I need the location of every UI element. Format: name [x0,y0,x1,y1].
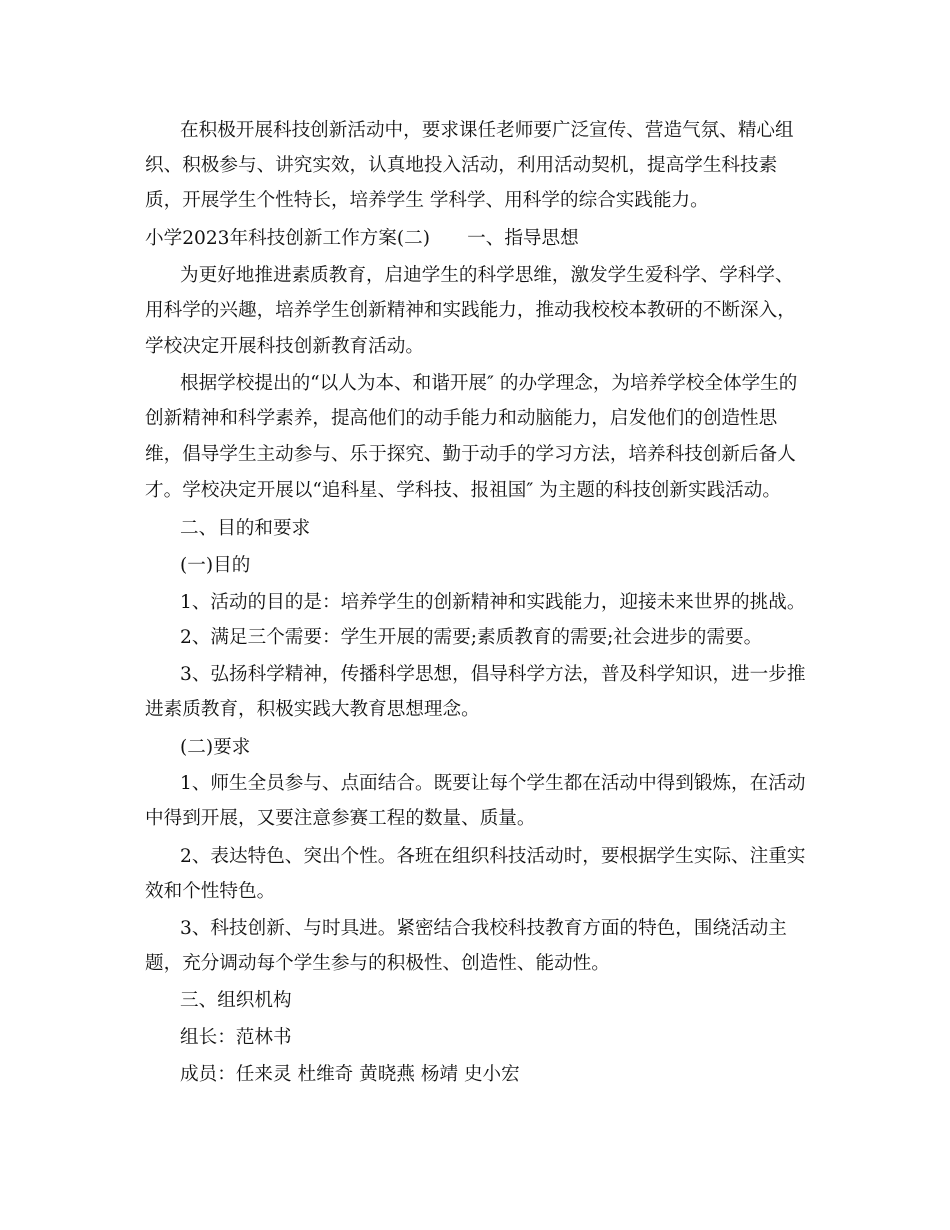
paragraph-line: 用科学的兴趣，培养学生创新精神和实践能力，推动我校校本教研的不断深入， [145,300,796,321]
list-item: 1、师生全员参与、点面结合。既要让每个学生都在活动中得到锻炼，在活动 [180,773,806,794]
list-item: 1、活动的目的是：培养学生的创新精神和实践能力，迎接未来世界的挑战。 [180,592,806,613]
subsection-heading: (一)目的 [180,555,251,576]
paragraph-line: 为更好地推进素质教育，启迪学生的科学思维，激发学生爱科学、学科学、 [180,265,794,286]
section-heading: 三、组织机构 [180,990,292,1011]
list-item: 2、表达特色、突出个性。各班在组织科技活动时，要根据学生实际、注重实 [180,846,806,867]
list-item: 3、弘扬科学精神，传播科学思想，倡导科学方法，普及科学知识，进一步推 [180,664,806,685]
group-leader-line: 组长：范林书 [180,1027,292,1048]
list-item-continuation: 进素质教育，积极实践大教育思想理念。 [145,699,480,720]
group-members-line: 成员：任来灵 杜维奇 黄晓燕 杨靖 史小宏 [180,1064,520,1085]
paragraph-line: 在积极开展科技创新活动中，要求课任老师要广泛宣传、营造气氛、精心组 [180,120,794,141]
section-heading: 二、目的和要求 [180,518,311,539]
list-item-continuation: 效和个性特色。 [145,881,276,902]
paragraph-line: 创新精神和科学素养，提高他们的动手能力和动脑能力，启发他们的创造性思 [145,408,778,429]
list-item-continuation: 题，充分调动每个学生参与的积极性、创造性、能动性。 [145,953,610,974]
paragraph-line: 学校决定开展科技创新教育活动。 [145,336,424,357]
paragraph-line: 根据学校提出的“以人为本、和谐开展″ 的办学理念，为培养学校全体学生的 [180,373,798,394]
paragraph-line: 维，倡导学生主动参与、乐于探究、勤于动手的学习方法，培养科技创新后备人 [145,444,796,465]
section-heading-line: 小学2023年科技创新工作方案(二) 一、指导思想 [145,228,579,249]
list-item: 2、满足三个需要：学生开展的需要;素质教育的需要;社会进步的需要。 [180,627,763,648]
subsection-heading: (二)要求 [180,737,251,758]
list-item: 3、科技创新、与时具进。紧密结合我校科技教育方面的特色，围绕活动主 [180,918,787,939]
paragraph-line: 织、积极参与、讲究实效，认真地投入活动，利用活动契机，提高学生科技素 [145,155,778,176]
paragraph-line: 质，开展学生个性特长，培养学生 学科学、用科学的综合实践能力。 [145,190,709,211]
paragraph-line: 才。学校决定开展以“追科星、学科技、报祖国″ 为主题的科技创新实践活动。 [145,480,781,501]
list-item-continuation: 中得到开展，又要注意参赛工程的数量、质量。 [145,808,536,829]
